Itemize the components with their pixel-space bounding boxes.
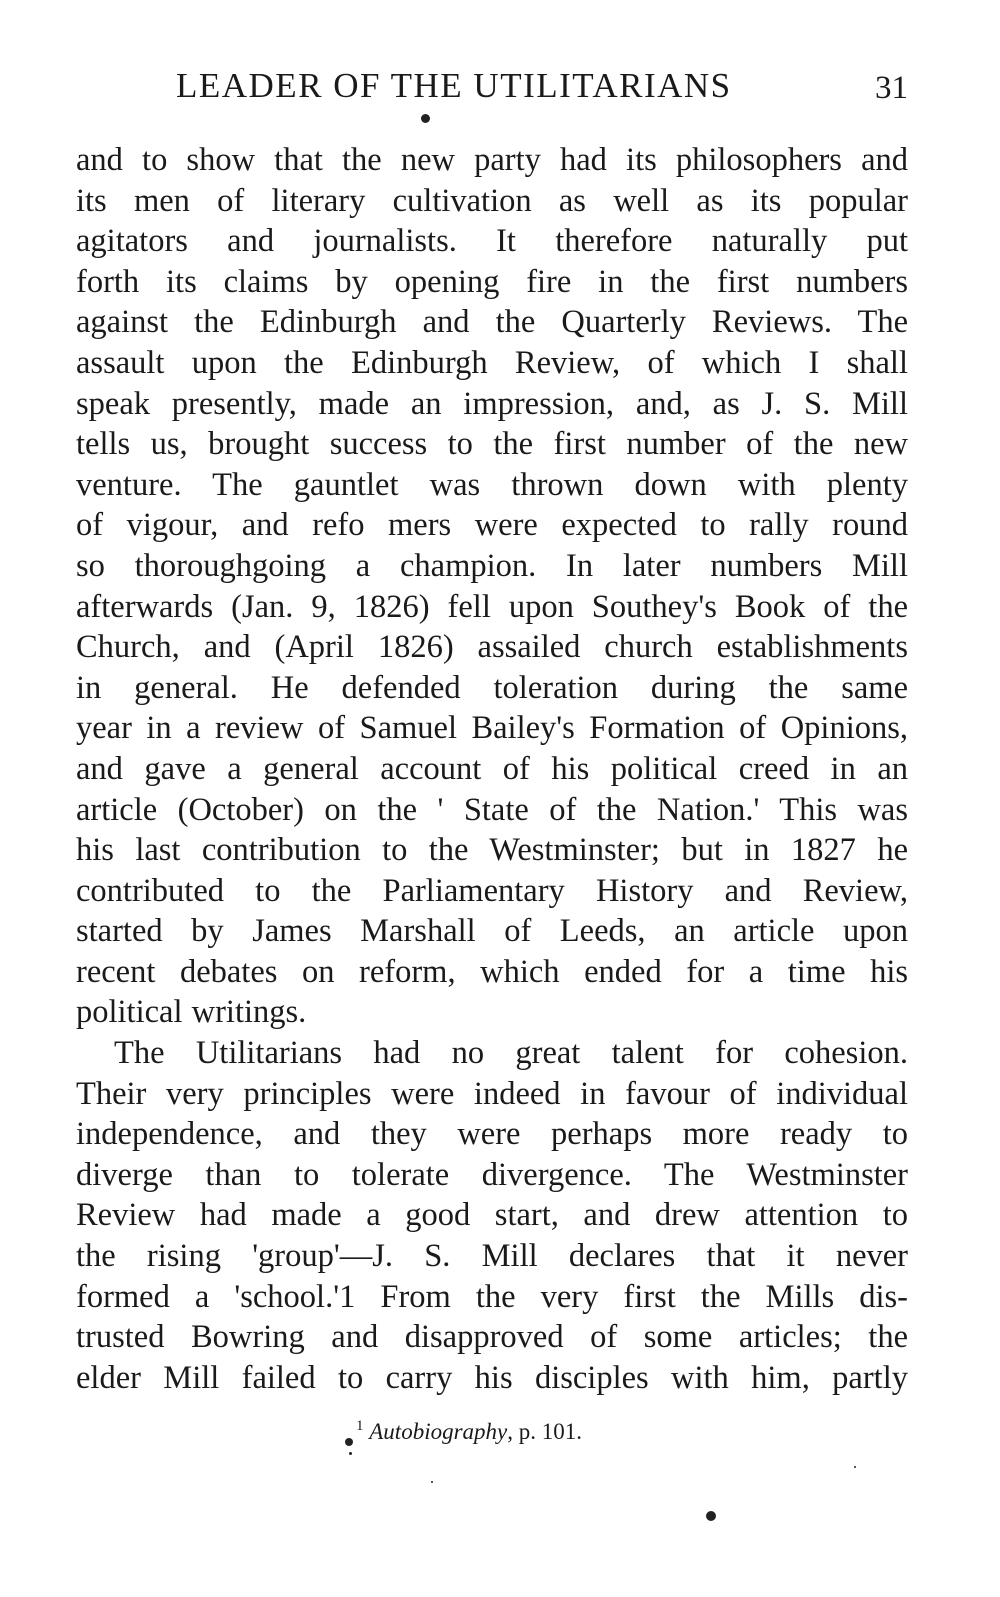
text-line: its men of literary cultivation as well as its popular: [76, 182, 908, 219]
text-line: trusted Bowring and disapproved of some articles; the: [76, 1319, 908, 1356]
running-head: LEADER OF THE UTILITARIANS: [176, 66, 732, 105]
text-line: Church, and (April 1826) assailed church establishments: [76, 629, 908, 666]
scan-speck: [421, 114, 430, 123]
text-line: venture. The gauntlet was thrown down with plenty: [76, 466, 908, 503]
paragraph-end-line: political writings.: [76, 994, 307, 1031]
text-line: the rising 'group'—J. S. Mill declares that it never: [76, 1238, 908, 1275]
text-line: and gave a general account of his political creed in an: [76, 750, 908, 787]
body-text: [76, 140, 908, 1398]
text-line: year in a review of Samuel Bailey's Formation of Opinions,: [76, 710, 908, 747]
page-number: 31: [875, 70, 908, 106]
text-line: elder Mill failed to carry his disciples with him, partly: [76, 1359, 908, 1396]
text-line: independence, and they were perhaps more ready to: [76, 1116, 908, 1153]
text-line: his last contribution to the Westminster; but in 1827 he: [76, 832, 908, 869]
text-line: recent debates on reform, which ended for a time his: [76, 953, 908, 990]
paragraph-start-line: The Utilitarians had no great talent for cohesion.: [114, 1035, 908, 1072]
scan-speck: [349, 1452, 352, 1455]
page-header: [76, 66, 908, 112]
text-line: so thoroughgoing a champion. In later numbers Mill: [76, 547, 908, 584]
scan-speck: [706, 1511, 716, 1521]
footnote: [356, 1418, 582, 1445]
text-line: Review had made a good start, and drew attention to: [76, 1197, 908, 1234]
text-line: and to show that the new party had its philosophers and: [76, 142, 908, 178]
text-line: agitators and journalists. It therefore naturally put: [76, 223, 908, 260]
text-line: formed a 'school.'1 From the very first the Mills dis-: [76, 1278, 908, 1315]
text-line: contributed to the Parliamentary History and Review,: [76, 872, 908, 909]
text-line: diverge than to tolerate divergence. The Westminster: [76, 1156, 908, 1193]
scan-speck: [854, 1466, 856, 1468]
text-line: tells us, brought success to the first number of the new: [76, 426, 908, 463]
text-line: started by James Marshall of Leeds, an article upon: [76, 913, 908, 950]
text-line: afterwards (Jan. 9, 1826) fell upon Southey's Book of the: [76, 588, 908, 625]
footnote-marker: 1: [356, 1418, 364, 1434]
text-line: Their very principles were indeed in favour of individual: [76, 1075, 908, 1112]
text-line: forth its claims by opening fire in the first numbers: [76, 263, 908, 300]
text-line: in general. He defended toleration during the same: [76, 669, 908, 706]
text-line: article (October) on the ' State of the Nation.' This was: [76, 791, 908, 828]
text-line: against the Edinburgh and the Quarterly Reviews. The: [76, 304, 908, 341]
text-line: speak presently, made an impression, and, as J. S. Mill: [76, 385, 908, 422]
scan-speck: [345, 1438, 353, 1446]
footnote-page-ref: , p. 101.: [507, 1419, 582, 1444]
scan-speck: [431, 1481, 433, 1483]
text-line: of vigour, and refo mers were expected to rally round: [76, 507, 908, 544]
text-line: assault upon the Edinburgh Review, of which I shall: [76, 344, 908, 381]
footnote-title: Autobiography: [369, 1419, 508, 1444]
